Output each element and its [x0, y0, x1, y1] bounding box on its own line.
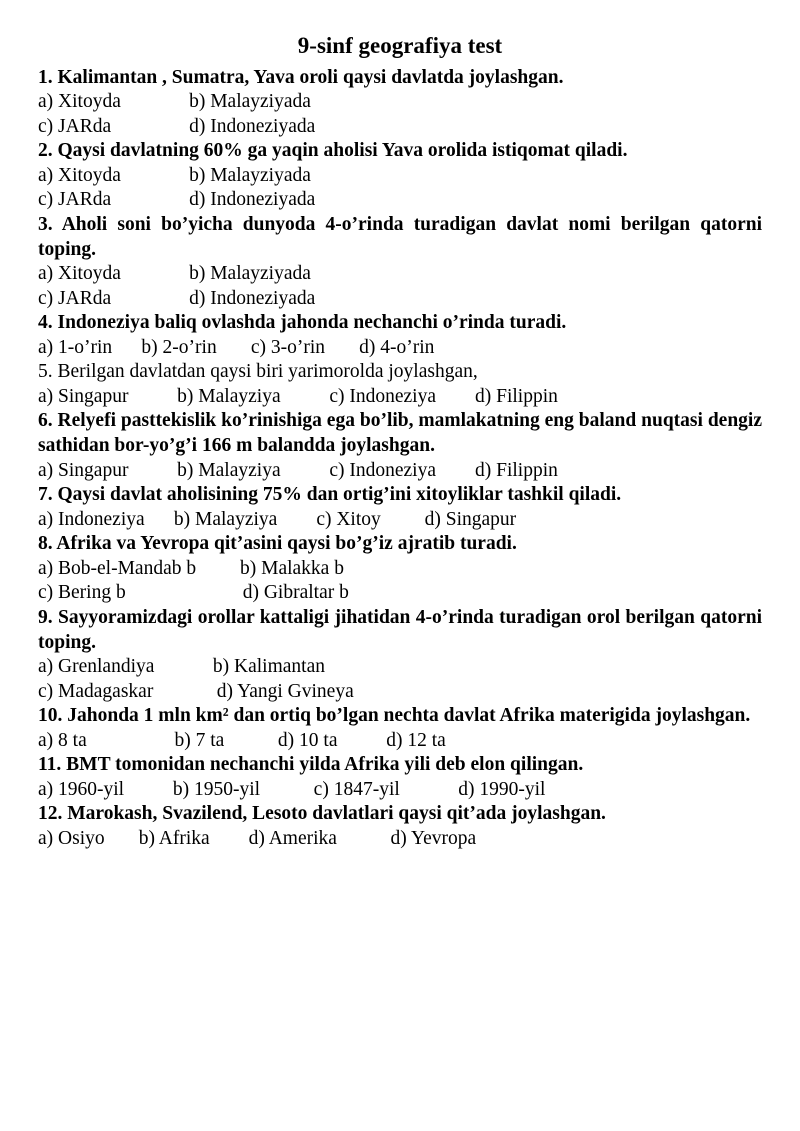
- answer-option-line[interactable]: a) 1-o’rin b) 2-o’rin c) 3-o’rin d) 4-o’rin: [38, 336, 435, 358]
- answer-option-line[interactable]: a) Singapur b) Malayziya c) Indoneziya d) Filippin: [38, 385, 558, 407]
- question-block: [38, 360, 762, 409]
- question-list: [38, 66, 762, 852]
- answer-option-line[interactable]: c) JARda d) Indoneziyada: [38, 115, 316, 137]
- question-block: [38, 802, 762, 851]
- answer-option-line[interactable]: a) Xitoyda b) Malayziyada: [38, 164, 311, 186]
- answer-option-line[interactable]: a) Xitoyda b) Malayziyada: [38, 263, 311, 285]
- question-block: [38, 532, 762, 606]
- answer-option-line[interactable]: a) Grenlandiya b) Kalimantan: [38, 656, 325, 678]
- question-text: 9. Sayyoramizdagi orollar kattaligi jihatidan 4-o’rinda turadigan orol berilgan qatorni toping.: [38, 606, 762, 653]
- question-block: [38, 606, 762, 704]
- question-text: 5. Berilgan davlatdan qaysi biri yarimorolda joylashgan,: [38, 361, 478, 383]
- page-title: 9-sinf geografiya test: [297, 33, 503, 58]
- question-block: [38, 483, 762, 532]
- question-block: [38, 139, 762, 213]
- question-text: 1. Kalimantan , Sumatra, Yava oroli qaysi davlatda joylashgan.: [38, 66, 564, 88]
- question-text: 8. Afrika va Yevropa qit’asini qaysi bo’g’iz ajratib turadi.: [38, 533, 517, 555]
- answer-option-line[interactable]: c) JARda d) Indoneziyada: [38, 189, 316, 211]
- answer-option-line[interactable]: c) Madagaskar d) Yangi Gvineya: [38, 680, 354, 702]
- answer-option-line[interactable]: c) Bering b d) Gibraltar b: [38, 582, 349, 604]
- answer-option-line[interactable]: a) Bob-el-Mandab b b) Malakka b: [38, 557, 344, 579]
- answer-option-line[interactable]: a) 8 ta b) 7 ta d) 10 ta d) 12 ta: [38, 729, 446, 751]
- question-text: 3. Aholi soni bo’yicha dunyoda 4-o’rinda turadigan davlat nomi berilgan qatorni toping.: [38, 213, 762, 260]
- answer-option-line[interactable]: a) Indoneziya b) Malayziya c) Xitoy d) Singapur: [38, 508, 517, 530]
- answer-option-line[interactable]: a) Xitoyda b) Malayziyada: [38, 91, 311, 113]
- answer-option-line[interactable]: a) Singapur b) Malayziya c) Indoneziya d) Filippin: [38, 459, 558, 481]
- answer-option-line[interactable]: a) 1960-yil b) 1950-yil c) 1847-yil d) 1990-yil: [38, 778, 546, 800]
- question-text: 6. Relyefi pasttekislik ko’rinishiga ega bo’lib, mamlakatning eng baland nuqtasi dengiz sathidan bor-yo’g’i 166 m balandda joylashgan.: [38, 410, 762, 457]
- question-text: 12. Marokash, Svazilend, Lesoto davlatlari qaysi qit’ada joylashgan.: [38, 803, 606, 825]
- question-text: 11. BMT tomonidan nechanchi yilda Afrika yili deb elon qilingan.: [38, 754, 584, 776]
- question-block: [38, 753, 762, 802]
- question-block: [38, 704, 762, 753]
- question-text: 4. Indoneziya baliq ovlashda jahonda nechanchi o’rinda turadi.: [38, 312, 567, 334]
- question-block: [38, 66, 762, 140]
- question-block: [38, 213, 762, 311]
- question-text: 7. Qaysi davlat aholisining 75% dan ortig’ini xitoyliklar tashkil qiladi.: [38, 484, 622, 506]
- question-text: 2. Qaysi davlatning 60% ga yaqin aholisi Yava orolida istiqomat qiladi.: [38, 140, 628, 162]
- question-block: [38, 409, 762, 483]
- question-text: 10. Jahonda 1 mln km² dan ortiq bo’lgan nechta davlat Afrika materigida joylashgan.: [38, 705, 751, 727]
- answer-option-line[interactable]: c) JARda d) Indoneziyada: [38, 287, 316, 309]
- question-block: [38, 311, 762, 360]
- answer-option-line[interactable]: a) Osiyo b) Afrika d) Amerika d) Yevropa: [38, 828, 477, 850]
